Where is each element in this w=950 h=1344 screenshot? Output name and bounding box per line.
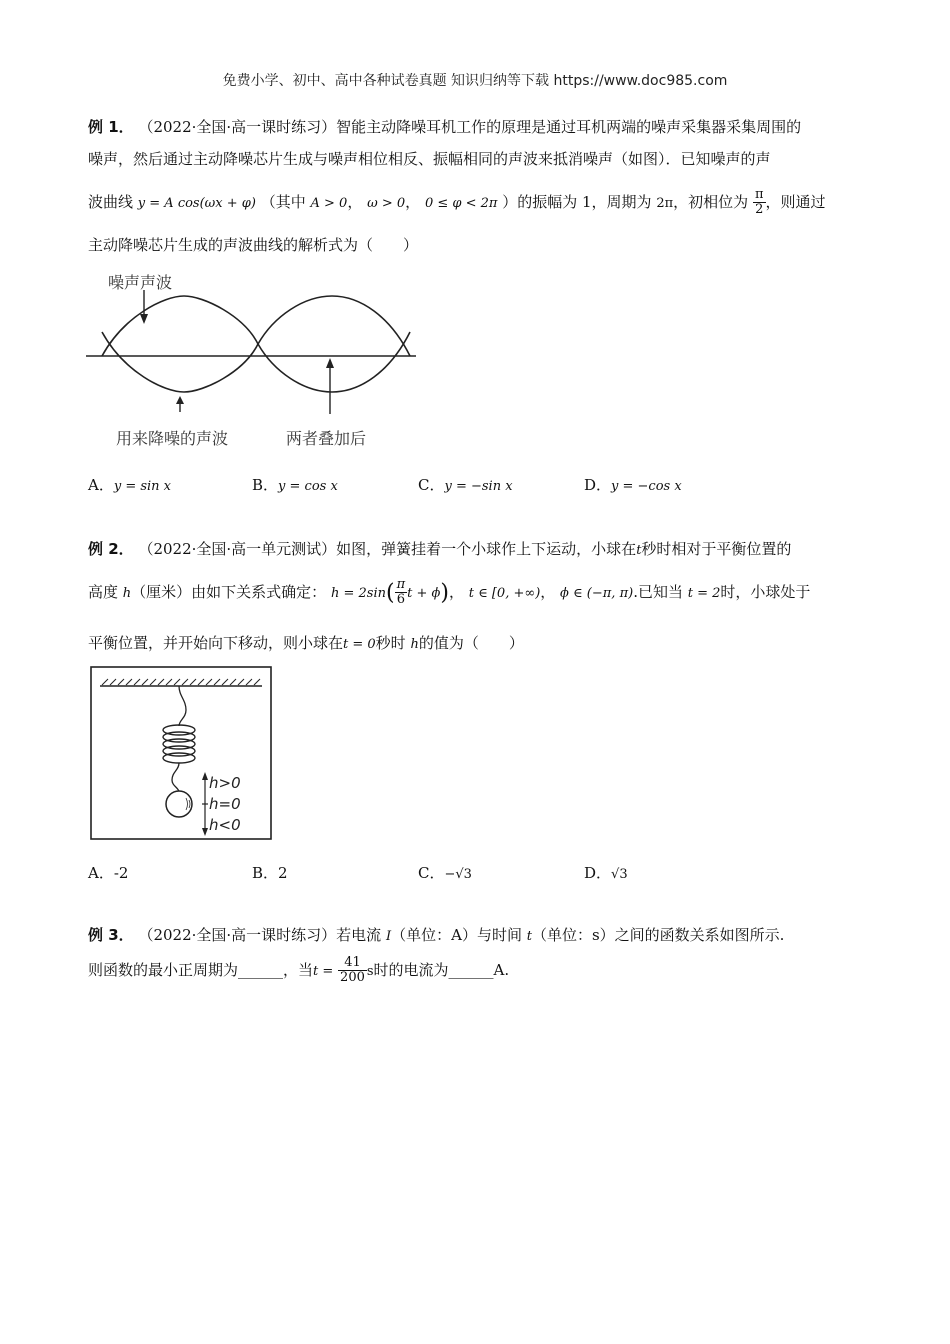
ex1-text3d: ，则通过 [765,192,826,211]
ex1-line1 [88,116,801,137]
ex1-wave-figure [84,268,424,450]
ex2-formula-fraction [395,578,408,608]
ex2-line2: 高度 h（厘米）由如下关系式确定： h = 2sin( $\frac{\pi}{6}$ t + ϕ)， t ∈ [0, +∞)， ϕ ∈ (−π, π).已知当 t = 2时，小球处于 [88,577,811,608]
ex2-text2c: .已知当 [633,582,683,601]
spring-bottom-wire [172,763,179,792]
ex1-line3: 波曲线 y = A cos(ωx + φ) （其中 A > 0， ω > 0， 0 ≤ φ < 2π ）的振幅为 1，周期为 2π，初相位为 $\frac{\pi}{2}$ ，则通过 [88,187,826,218]
ex1-option-a-expr: y = sin x [113,479,172,494]
ex1-line4: 主动降噪芯片生成的声波曲线的解析式为（ ） [88,236,419,254]
ex1-phase-den: 2 [755,202,764,218]
ex3-text1a: 若电流 [336,926,382,944]
ex1-option-b[interactable] [252,474,338,495]
ex3-t-eq: t = [313,963,334,979]
ex1-option-d-letter: D． [584,476,612,494]
ex2-text2b: （厘米）由如下关系式确定： [131,582,327,601]
ex2-formula-right: t + ϕ [407,585,441,601]
ex1-option-d[interactable] [584,474,682,495]
ex1-option-c[interactable] [418,474,513,495]
ex2-formula-left: h = 2sin [330,585,386,601]
ex1-option-d-expr: y = −cos x [611,479,682,494]
sum-wave-label: 两者叠加后 [286,429,367,448]
ex2-text2d: 时，小球处于 [720,582,811,601]
ex2-option-b[interactable] [252,862,288,883]
ex2-text1b: 秒时相对于平衡位置的 [641,540,792,558]
ex3-line1 [88,924,784,945]
ex2-option-a-expr: -2 [113,864,129,882]
ex3-line2 [88,956,509,986]
ex1-text3c: ，初相位为 [673,192,749,211]
ex2-option-a[interactable] [88,862,128,883]
ex1-source: （2022·全国·高一课时练习） [138,118,337,136]
page-header: 免费小学、初中、高中各种试卷真题 知识归纳等下载 https://www.doc985.com [222,73,728,89]
ex2-line1 [88,538,791,559]
noise-wave-label: 噪声声波 [108,273,173,292]
noise-wave [98,293,328,371]
ex2-domain-t: t ∈ [0, +∞) [468,585,541,601]
ex1-cond1: A > 0 [310,195,348,211]
ex1-option-c-letter: C． [418,476,445,494]
ex2-option-b-expr: 2 [278,864,288,882]
ex2-text3b: 秒时 [375,634,406,652]
ex1-period: 2π [656,195,674,211]
ex1-phase-num: π [754,187,764,202]
ex3-fraction [338,956,367,986]
ex2-t-eq: t = 2 [687,585,721,601]
ex2-t: t [636,543,642,558]
ex2-option-c-expr: −√3 [444,867,472,882]
ex2-option-d-expr: √3 [611,867,628,882]
ex2-option-d-letter: D． [584,864,612,882]
ex2-option-b-letter: B． [252,864,279,882]
ex2-option-c-letter: C． [418,864,445,882]
ex2-text3a: 平衡位置，并开始向下移动，则小球在 [88,634,344,652]
label-h-negative: h<0 [209,816,241,834]
ex3-text2a: 则函数的最小正周期为______，当 [88,960,314,979]
height-axis-up-arrow [202,772,208,780]
ex1-text3a: 波曲线 [88,192,134,211]
ex3-unit: s [366,963,374,979]
ex2-label: 例 2． [88,540,134,558]
ex3-label: 例 3． [88,926,134,944]
ex1-option-a-letter: A． [88,476,114,494]
noise-arrowhead [140,314,148,324]
ex1-option-b-letter: B． [252,476,279,494]
ceiling-hatch [102,679,260,685]
ex1-cond2: ω > 0 [367,195,406,211]
ex2-spring-figure [90,666,272,840]
ex2-domain-phi: ϕ ∈ (−π, π) [560,585,634,601]
ex2-option-c[interactable] [418,862,472,883]
ex3-text1b: （单位：A）与时间 [391,926,522,944]
sum-arrowhead [326,358,334,368]
ex3-frac-num: 41 [338,956,367,971]
ex2-text3c: 的值为（ ） [418,634,524,652]
ex3-text1c: （单位：s）之间的函数关系如图所示. [531,926,785,944]
spring-top-wire [179,686,186,726]
ex2-source: （2022·全国·高一单元测试） [138,540,337,558]
ex3-I: I [385,929,392,944]
ex3-frac-den: 200 [340,970,365,986]
ex2-line3 [88,632,524,653]
height-axis-down-arrow [202,828,208,836]
ex1-option-c-expr: y = −sin x [444,479,513,494]
spring-ball [166,791,192,817]
ex2-text1: 如图，弹簧挂着一个小球作上下运动，小球在 [336,540,637,558]
ex2-t0: t = 0 [343,637,376,652]
cancel-arrowhead [176,396,184,404]
ex1-phase-fraction [753,188,766,218]
ex1-option-a[interactable] [88,474,171,495]
ex2-text2a: 高度 [88,582,119,601]
ex2-h2: h [410,637,419,652]
ex1-line2: 噪声，然后通过主动降噪芯片生成与噪声相位相反、振幅相同的声波来抵消噪声（如图）．已知噪声的声 [88,150,771,168]
ex1-cond3: 0 ≤ φ < 2π [424,195,498,211]
ex1-label: 例 1． [88,118,134,136]
ex1-option-b-expr: y = cos x [278,479,338,494]
ex1-qi: （其中 [260,192,306,211]
ex3-t: t [526,929,532,944]
ex2-h: h [122,585,132,601]
label-h-positive: h>0 [209,774,241,792]
label-h-zero: h=0 [209,795,241,813]
ex1-formula: y = A cos(ωx + φ) [137,195,256,211]
spring-coils [163,725,195,763]
ex2-option-d[interactable] [584,862,628,883]
ex3-text2b: 时的电流为______A. [373,960,510,979]
ex2-formula-den: 6 [396,592,405,608]
ex2-formula-num: π [396,577,406,592]
cancel-wave-label: 用来降噪的声波 [116,429,229,448]
ex1-text3b: ）的振幅为 1，周期为 [502,192,652,211]
ex3-source: （2022·全国·高一课时练习） [138,926,337,944]
ex1-text1: 智能主动降噪耳机工作的原理是通过耳机两端的噪声采集器采集周围的 [336,118,802,136]
ex2-option-a-letter: A． [88,864,114,882]
